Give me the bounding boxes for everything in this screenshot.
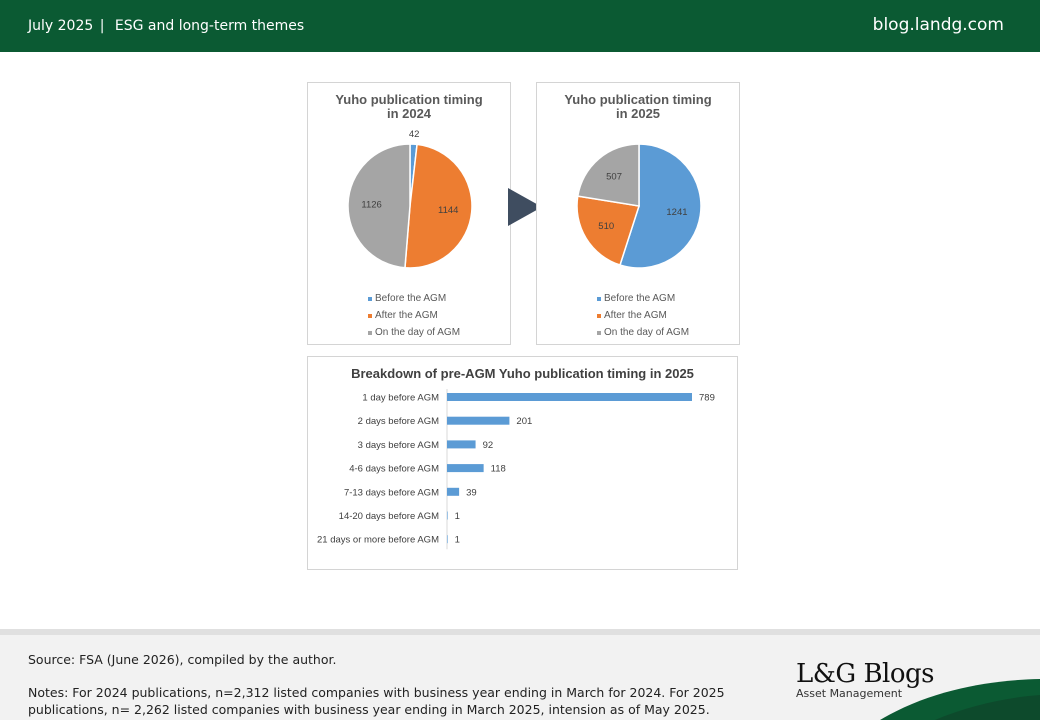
pie-2024-data-label-after: 1144	[438, 204, 459, 216]
bar-data-label: 39	[466, 487, 477, 499]
bar-data-label: 1	[454, 511, 460, 522]
brand-name: L&G Blogs	[796, 659, 935, 689]
bar-data-label: 92	[482, 439, 494, 451]
legend-item-before	[597, 290, 689, 307]
pie-2024-title-line1: Yuho publication timing	[335, 92, 483, 107]
bar-category-label: 3 days before AGM	[357, 439, 439, 451]
legend-item-after	[597, 307, 689, 324]
legend-swatch-after	[597, 314, 601, 318]
banner-date-section	[28, 18, 304, 34]
legend-label-after: After the AGM	[604, 310, 667, 321]
pie-2025-legend	[597, 290, 689, 341]
legend-swatch-after	[368, 314, 372, 318]
legend-item-on-day	[597, 324, 689, 341]
banner-separator: |	[99, 18, 105, 34]
bar-category-label: 4-6 days before AGM	[349, 463, 439, 475]
banner-date: July 2025	[28, 18, 94, 34]
legend-swatch-before	[368, 297, 372, 301]
source-note: Source: FSA (June 2026), compiled by the author.	[28, 652, 337, 667]
bar	[447, 393, 692, 401]
bar-data-label: 118	[490, 463, 506, 475]
footer	[0, 629, 1040, 720]
bar-category-label: 2 days before AGM	[357, 416, 439, 428]
pie-2025-data-label-before: 1241	[666, 206, 688, 218]
pie-2025-plot	[537, 83, 741, 283]
legend-label-on-day: On the day of AGM	[375, 327, 461, 338]
pie-2025-title-line1: Yuho publication timing	[564, 92, 712, 107]
bar	[447, 440, 476, 448]
pie-2025-title-line2: in 2025	[615, 106, 661, 121]
legend-label-after: After the AGM	[375, 310, 438, 321]
legend-item-after	[368, 307, 460, 324]
brand-logo	[796, 659, 934, 700]
pie-2024-data-label-on-day: 1126	[361, 199, 382, 211]
pie-chart-2024	[307, 82, 511, 345]
legend-swatch-on-day	[368, 331, 372, 335]
legend-item-before	[368, 290, 460, 307]
legend-swatch-on-day	[597, 331, 601, 335]
bar-data-label: 789	[699, 392, 715, 404]
bar	[447, 488, 459, 496]
legend-swatch-before	[597, 297, 601, 301]
pie-2024-legend	[368, 290, 460, 341]
bar-data-label: 1	[454, 534, 460, 546]
banner-section: ESG and long-term themes	[114, 18, 305, 34]
bar-chart-plot	[308, 357, 739, 571]
pie-2025-data-label-after: 510	[598, 221, 615, 233]
pie-2024-data-label-before: 42	[408, 129, 420, 141]
legend-label-before: Before the AGM	[375, 293, 447, 304]
legend-label-on-day: On the day of AGM	[604, 327, 690, 338]
top-banner	[0, 0, 1040, 52]
bar-category-label: 1 day before AGM	[362, 392, 439, 404]
legend-label-before: Before the AGM	[604, 293, 676, 304]
site-link[interactable]: blog.landg.com	[872, 15, 1004, 35]
pie-2024-title-line2: in 2024	[386, 106, 432, 121]
pie-chart-2025	[536, 82, 740, 345]
bar-category-label: 21 days or more before AGM	[317, 534, 439, 546]
bar	[447, 417, 509, 425]
legend-item-on-day	[368, 324, 460, 341]
bar	[447, 464, 484, 472]
bar-chart-title: Breakdown of pre-AGM Yuho publication timing in 2025	[351, 366, 694, 381]
bar	[447, 512, 448, 520]
notes-text: Notes: For 2024 publications, n=2,312 listed companies with business year ending in March for 2024. For 2025 publications, n= 2,262 listed companies with business year ending in March 2025, intension as of May 2025.	[28, 685, 725, 717]
bar-category-label: 14-20 days before AGM	[338, 511, 439, 522]
bar-category-label: 7-13 days before AGM	[343, 487, 439, 499]
brand-subtitle: Asset Management	[796, 687, 903, 700]
pie-2025-data-label-on-day: 507	[606, 171, 623, 183]
pie-2024-plot	[308, 83, 512, 283]
bar	[447, 535, 448, 543]
bar-data-label: 201	[516, 416, 533, 428]
bar-chart-breakdown	[307, 356, 738, 570]
